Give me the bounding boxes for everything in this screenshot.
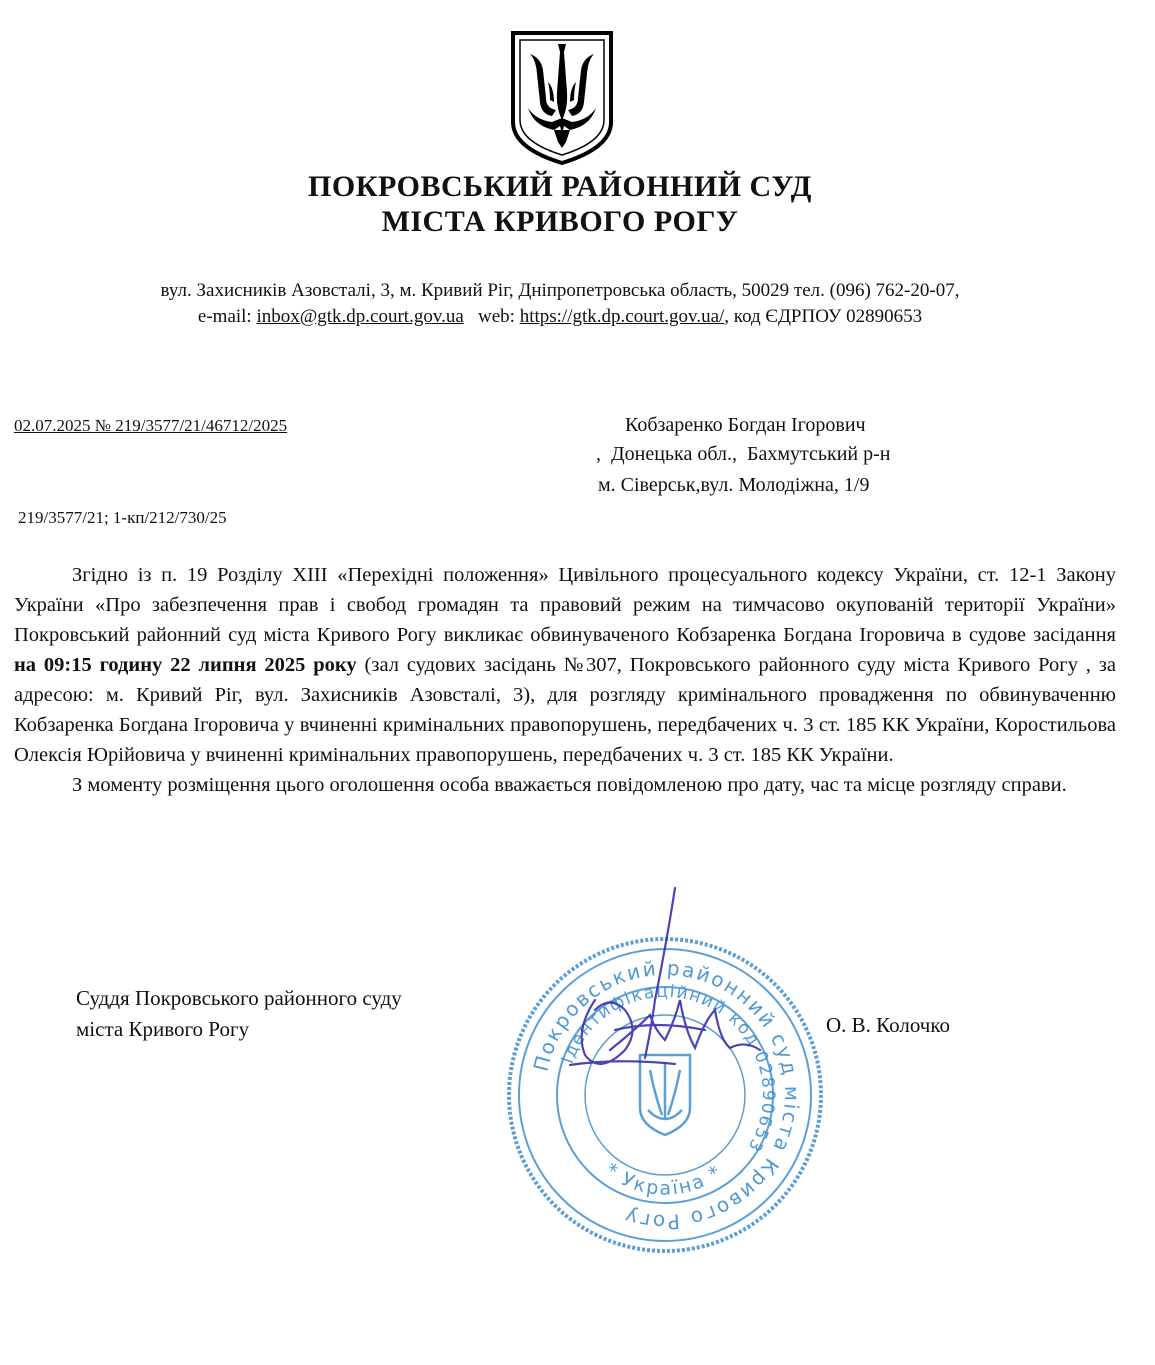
court-name-line1: ПОКРОВСЬКИЙ РАЙОННИЙ СУД: [308, 170, 812, 203]
case-numbers: 219/3577/21; 1-кп/212/730/25: [18, 508, 227, 527]
addressee-name: Кобзаренко Богдан Ігорович: [625, 414, 866, 436]
court-name-line2: МІСТА КРИВОГО РОГУ: [381, 205, 739, 238]
hearing-datetime: на 09:15 годину 22 липня 2025 року: [14, 654, 357, 676]
addressee-street: м. Сіверськ,вул. Молодіжна, 1/9: [598, 474, 870, 496]
judge-title-line1: Суддя Покровського районного суду: [76, 986, 402, 1010]
notice-paragraph-1: Згідно із п. 19 Розділу ХІІІ «Перехідні положення» Цивільного процесуального кодексу України, ст. 12-1 Закону України «Про забезпечення прав і свобод громадян та правовий режим на тимчасово окупованій території України» Покровський районний суд міста Кривого Рогу викликає обвинуваченого Кобзаренка Богдана Ігоровича в судове засідання на 09:15 годину 22 липня 2025 року (зал судових засідань №307, Покровського районного суду міста Кривого Рогу , за адресою: м. Кривий Ріг, вул. Захисників Азовсталі, 3), для розгляду кримінального провадження по обвинуваченню Кобзаренка Богдана Ігоровича у вчиненні кримінальних правопорушень, передбачених ч. 3 ст. 185 КК України, Коростильова Олексія Юрійовича у вчиненні кримінальних правопорушень, передбачених ч. 3 ст. 185 КК України.: [14, 564, 1116, 766]
judge-title-line2: міста Кривого Рогу: [76, 1017, 250, 1041]
addressee-region: , Донецька обл., Бахмутський р-н: [596, 443, 891, 465]
email-link[interactable]: inbox@gtk.dp.court.gov.ua: [256, 306, 464, 327]
judge-name: О. В. Колочко: [826, 1013, 950, 1037]
seal-outer-text: Покровський районний суд міста Кривого Рогу: [528, 955, 805, 1235]
outgoing-reference: 02.07.2025 № 219/3577/21/46712/2025: [14, 416, 288, 435]
notice-paragraph-2: З моменту розміщення цього оголошення особа вважається повідомленою про дату, час та місце розгляду справи.: [72, 774, 1067, 796]
seal-inner-text: Ідентифікаційний код 02890653: [557, 981, 779, 1156]
seal-bottom-text: * Україна *: [600, 1158, 727, 1200]
court-contacts: [0, 306, 1120, 328]
web-link[interactable]: https://gtk.dp.court.gov.ua/: [519, 306, 725, 327]
notice-body: [14, 560, 1116, 800]
email-label: e-mail:: [197, 306, 257, 327]
web-label: web:: [478, 306, 520, 327]
judge-signature: [555, 880, 775, 1080]
coat-of-arms-icon: [510, 30, 614, 166]
judge-title: [76, 983, 402, 1045]
court-address: вул. Захисників Азовсталі, 3, м. Кривий Ріг, Дніпропетровська область, 50029 тел. (096) 762-20-07,: [160, 280, 960, 301]
edrpou-code: , код ЄДРПОУ 02890653: [724, 306, 923, 327]
